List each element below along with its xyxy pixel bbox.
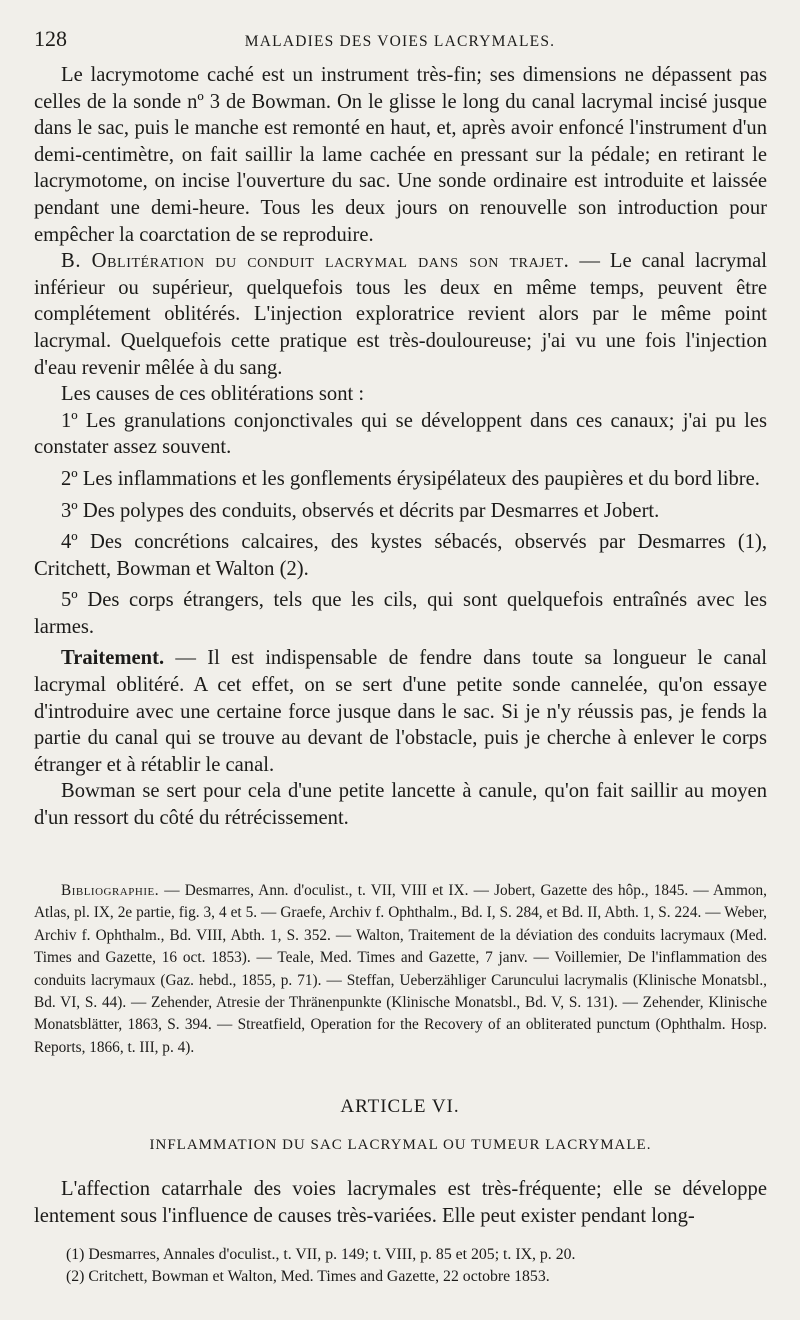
list-item: 5º Des corps étrangers, tels que les cils, qui sont quelquefois entraînés avec les larmes. xyxy=(34,589,767,638)
paragraph-traitement xyxy=(34,645,767,778)
footnotes xyxy=(34,1244,767,1287)
list-item: 2º Les inflammations et les gonflements érysipélateux des paupières et du bord libre. xyxy=(61,467,760,490)
list-item: 3º Des polypes des conduits, observés et décrits par Desmarres et Jobert. xyxy=(61,499,660,522)
paragraph-causes: Les causes de ces oblitérations sont : xyxy=(61,383,365,406)
paragraph-traitement-text: — Il est indispensable de fendre dans toute sa longueur le canal lacrymal oblitéré. A cet effet, on se sert d'une petite sonde cannelée, qu'on essaye d'introduire avec une certaine force jusque dans le sac. Si je n'y réussis pas, je fends la partie du canal qui se trouve au devant de l'obstacle, puis je cherche à enlever le corps étranger et à rétablir le canal. xyxy=(34,647,767,776)
article-subtitle: INFLAMMATION DU SAC LACRYMAL OU TUMEUR LACRYMALE. xyxy=(149,1137,652,1153)
article-body xyxy=(34,1176,767,1230)
main-text xyxy=(34,62,767,832)
paragraph-lacrymotome: Le lacrymotome caché est un instrument très-fin; ses dimensions ne dépassent pas celles de la sonde nº 3 de Bowman. On le glisse le long du canal lacrymal incisé jusque dans le sac, puis le manche est remonté en haut, et, après avoir enfoncé l'instrument d'un demi-centimètre, on fait saillir la lame cachée en pressant sur la pédale; en retirant le lacrymotome, on incise l'ouverture du sac. Une sonde ordinaire est introduite et laissée pendant une demi-heure. Tous les deux jours on renouvelle son introduction pour empêcher la coarctation de se reproduire. xyxy=(34,64,767,246)
bibliography-text: — Desmarres, Ann. d'oculist., t. VII, VIII et IX. — Jobert, Gazette des hôp., 1845. — Ammon, Atlas, pl. IX, 2e partie, fig. 3, 4 et 5. — Graefe, Archiv f. Ophthalm., Bd. I, S. 284, et Bd. II, Abth. 1, S. 224. — Weber, Archiv f. Ophthalm., Bd. VIII, Abth. 1, S. 352. — Walton, Traitement de la déviation des conduits lacrymaux (Med. Times and Gazette, 16 oct. 1853). — Teale, Med. Times and Gazette, 7 janv. — Voillemier, De l'inflammation des conduits lacrymaux (Gaz. hebd., 1855, p. 71). — Steffan, Ueberzähliger Caruncului lacrymalis (Klinische Monatsbl., Bd. VI, S. 44). — Zehender, Atresie der Thränenpunkte (Klinische Monatsbl., Bd. V, S. 131). — Zehender, Klinische Monatsblätter, 1863, S. 394. — Streatfield, Operation for the Recovery of an obliterated punctum (Ophthalm. Hosp. Reports, 1866, t. III, p. 4). xyxy=(34,882,767,1056)
page-number: 128 xyxy=(34,26,67,51)
paragraph-bowman: Bowman se sert pour cela d'une petite lancette à canule, qu'on fait saillir au moyen d'un ressort du côté du rétrécissement. xyxy=(34,780,767,830)
list-item: 4º Des concrétions calcaires, des kystes sébacés, observés par Desmarres (1), Critchett, Bowman et Walton (2). xyxy=(34,531,767,580)
page-header xyxy=(34,26,766,60)
article-title: ARTICLE VI. xyxy=(340,1096,460,1117)
paragraph-obliteration-text: — Le canal lacrymal inférieur ou supérieur, quelquefois tous les deux en même temps, peuvent être complétement oblitérés. L'injection exploratrice revient alors par le même point lacrymal. Quelquefois cette pratique est très-douloureuse; j'ai vu une fois l'injection d'eau revenir mêlée à du sang. xyxy=(34,250,767,379)
footnote: (1) Desmarres, Annales d'oculist., t. VII, p. 149; t. VIII, p. 85 et 205; t. IX, p. 20. xyxy=(66,1246,576,1263)
bibliography xyxy=(34,880,767,1059)
list-item: 1º Les granulations conjonctivales qui se développent dans ces canaux; j'ai pu les constater assez souvent. xyxy=(34,409,767,459)
article-paragraph: L'affection catarrhale des voies lacrymales est très-fréquente; elle se développe lentement sous l'influence de causes très-variées. Elle peut exister pendant long- xyxy=(34,1178,767,1227)
bibliography-label: Bibliographie. xyxy=(61,882,160,899)
paragraph-obliteration xyxy=(34,248,767,381)
section-heading-b: B. Oblitération du conduit lacrymal dans son trajet. xyxy=(61,250,570,273)
running-title: MALADIES DES VOIES LACRYMALES. xyxy=(244,33,556,50)
run-in-heading-traitement: Traitement. xyxy=(61,647,165,670)
footnote: (2) Critchett, Bowman et Walton, Med. Times and Gazette, 22 octobre 1853. xyxy=(66,1267,550,1285)
